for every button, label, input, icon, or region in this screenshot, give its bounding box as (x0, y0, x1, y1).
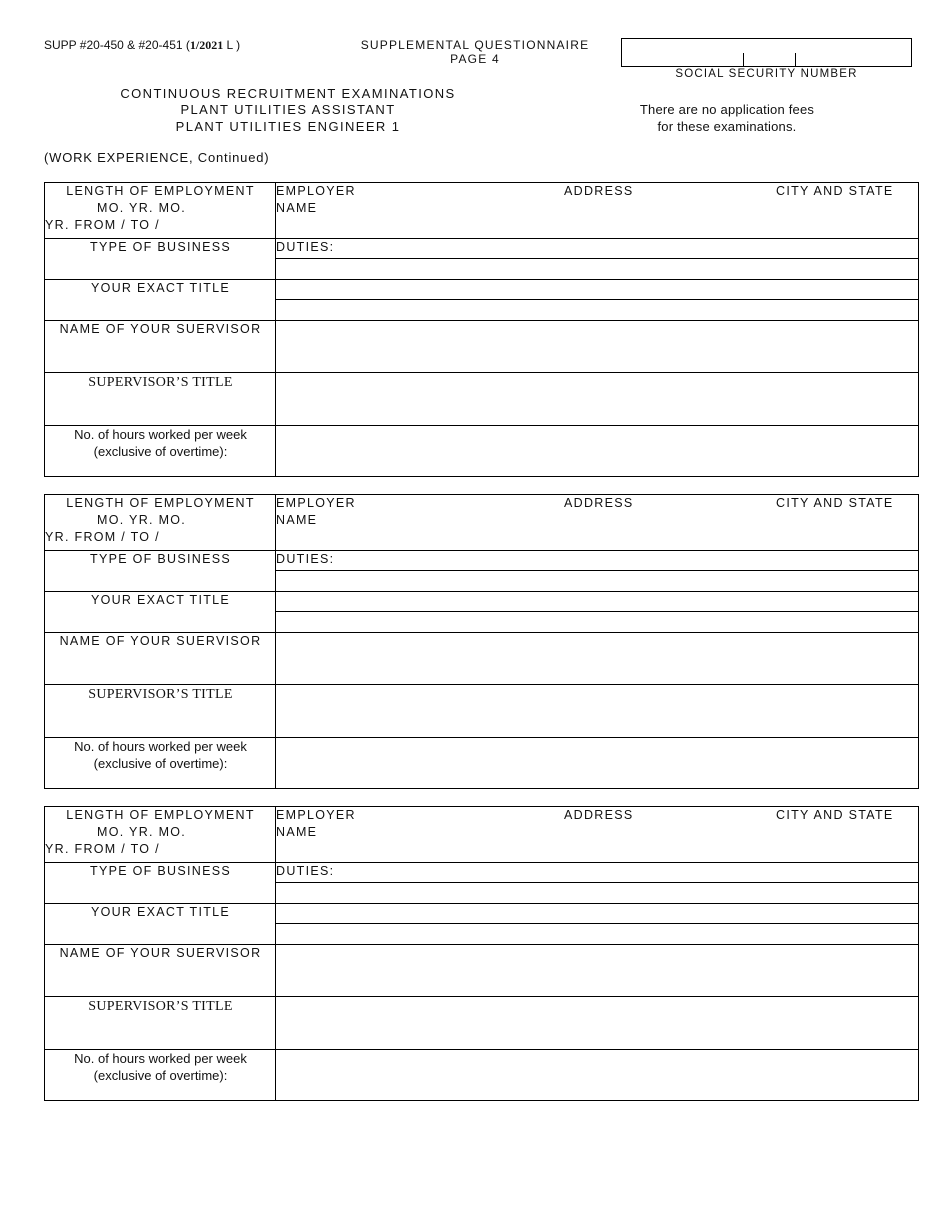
duties-label: DUTIES: (276, 240, 335, 254)
employer-label: EMPLOYER (276, 496, 356, 510)
supervisor-title-label: SUPERVISOR’S TITLE (88, 687, 233, 702)
supervisor-title-label: SUPERVISOR’S TITLE (88, 375, 233, 390)
row-rule (275, 923, 918, 924)
city-state-label: CITY AND STATE (776, 184, 894, 198)
hours-label-line2: (exclusive of overtime): (93, 1068, 228, 1083)
yr-from-to-label: YR. FROM / TO / (45, 842, 160, 856)
hours-label-line1: No. of hours worked per week (74, 739, 247, 754)
form-number: SUPP #20-450 & #20-451 (1/2021 L ) (44, 38, 241, 52)
exam-title-line: CONTINUOUS RECRUITMENT EXAMINATIONS (120, 86, 456, 101)
type-of-business-label: TYPE OF BUSINESS (90, 240, 231, 254)
employer-label: EMPLOYER (276, 808, 356, 822)
employment-block (44, 806, 919, 1101)
employer-name-label: NAME (276, 201, 318, 215)
row-rule (275, 299, 918, 300)
hours-label-line2: (exclusive of overtime): (93, 756, 228, 771)
employment-block (44, 494, 919, 789)
row-rule (275, 882, 918, 883)
exact-title-label: YOUR EXACT TITLE (90, 281, 231, 295)
mo-yr-label: MO. YR. MO. (97, 201, 187, 215)
ssn-divider (743, 53, 744, 66)
row-rule (275, 611, 918, 612)
mo-yr-label: MO. YR. MO. (97, 825, 187, 839)
hours-label-line1: No. of hours worked per week (74, 1051, 247, 1066)
row-rule (45, 372, 918, 373)
city-state-label: CITY AND STATE (776, 496, 894, 510)
supervisor-title-label: SUPERVISOR’S TITLE (88, 999, 233, 1014)
row-rule (45, 996, 918, 997)
yr-from-to-label: YR. FROM / TO / (45, 530, 160, 544)
fees-note-line: There are no application fees (639, 102, 815, 117)
length-of-employment-label: LENGTH OF EMPLOYMENT (66, 184, 255, 198)
fees-note-line: for these examinations. (657, 119, 797, 134)
employer-name-label: NAME (276, 825, 318, 839)
row-rule (275, 570, 918, 571)
row-rule (45, 684, 918, 685)
duties-label: DUTIES: (276, 552, 335, 566)
questionnaire-title: SUPPLEMENTAL QUESTIONNAIRE (360, 38, 590, 52)
ssn-label: SOCIAL SECURITY NUMBER (675, 68, 858, 80)
ssn-field[interactable] (621, 38, 912, 67)
supervisor-name-label: NAME OF YOUR SUERVISOR (59, 322, 262, 336)
row-rule (275, 258, 918, 259)
exact-title-label: YOUR EXACT TITLE (90, 905, 231, 919)
address-label: ADDRESS (564, 808, 634, 822)
ssn-divider (795, 53, 796, 66)
exam-title-line: PLANT UTILITIES ASSISTANT (180, 102, 396, 117)
type-of-business-label: TYPE OF BUSINESS (90, 864, 231, 878)
address-label: ADDRESS (564, 496, 634, 510)
mo-yr-label: MO. YR. MO. (97, 513, 187, 527)
page-number: PAGE 4 (450, 52, 500, 66)
exact-title-label: YOUR EXACT TITLE (90, 593, 231, 607)
hours-label-line1: No. of hours worked per week (74, 427, 247, 442)
section-note: (WORK EXPERIENCE, Continued) (44, 150, 270, 165)
hours-label-line2: (exclusive of overtime): (93, 444, 228, 459)
length-of-employment-label: LENGTH OF EMPLOYMENT (66, 808, 255, 822)
city-state-label: CITY AND STATE (776, 808, 894, 822)
duties-label: DUTIES: (276, 864, 335, 878)
length-of-employment-label: LENGTH OF EMPLOYMENT (66, 496, 255, 510)
employment-block (44, 182, 919, 477)
employer-label: EMPLOYER (276, 184, 356, 198)
supervisor-name-label: NAME OF YOUR SUERVISOR (59, 634, 262, 648)
exam-title-line: PLANT UTILITIES ENGINEER 1 (175, 119, 401, 134)
yr-from-to-label: YR. FROM / TO / (45, 218, 160, 232)
type-of-business-label: TYPE OF BUSINESS (90, 552, 231, 566)
address-label: ADDRESS (564, 184, 634, 198)
supervisor-name-label: NAME OF YOUR SUERVISOR (59, 946, 262, 960)
employer-name-label: NAME (276, 513, 318, 527)
